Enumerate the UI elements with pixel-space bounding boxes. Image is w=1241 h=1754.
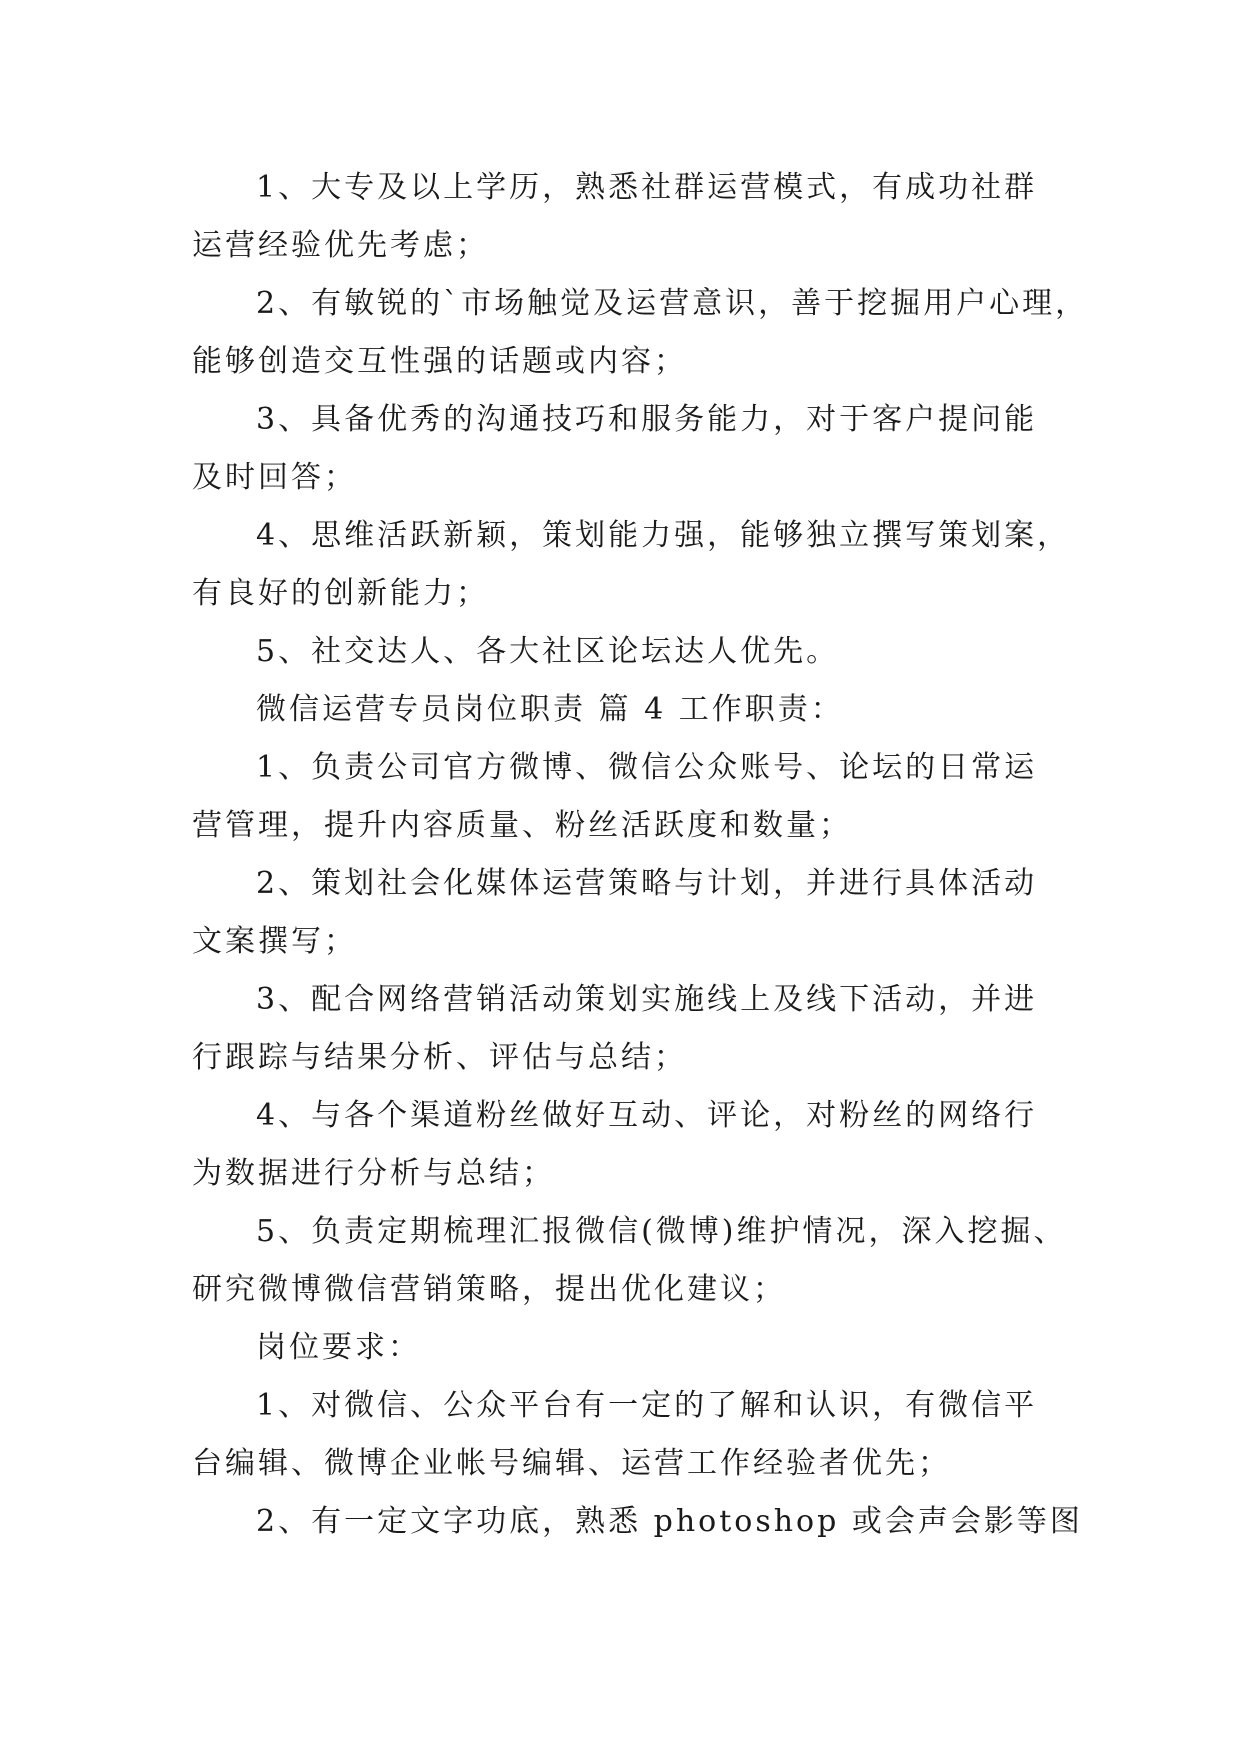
- text-line: 台编辑、微博企业帐号编辑、运营工作经验者优先；: [192, 1446, 951, 1481]
- section-heading: 微信运营专员岗位职责 篇 4 工作职责：: [256, 692, 844, 727]
- text-line: 及时回答；: [192, 460, 357, 495]
- text-line: 研究微博微信营销策略，提出优化建议；: [192, 1272, 786, 1307]
- text-line: 能够创造交互性强的话题或内容；: [192, 344, 687, 379]
- text-line: 1、负责公司官方微博、微信公众账号、论坛的日常运: [256, 750, 1038, 785]
- text-line: 为数据进行分析与总结；: [192, 1156, 555, 1191]
- text-line: 3、配合网络营销活动策划实施线上及线下活动，并进: [256, 982, 1038, 1017]
- text-line: 文案撰写；: [192, 924, 357, 959]
- text-line: 运营经验优先考虑；: [192, 228, 489, 263]
- text-line: 4、与各个渠道粉丝做好互动、评论，对粉丝的网络行: [256, 1098, 1038, 1133]
- text-line: 2、有一定文字功底，熟悉 photoshop 或会声会影等图: [256, 1504, 1083, 1539]
- text-line: 行跟踪与结果分析、评估与总结；: [192, 1040, 687, 1075]
- text-line: 营管理，提升内容质量、粉丝活跃度和数量；: [192, 808, 852, 843]
- text-line: 有良好的创新能力；: [192, 576, 489, 611]
- text-line: 4、思维活跃新颖，策划能力强，能够独立撰写策划案，: [256, 518, 1071, 553]
- text-line: 1、大专及以上学历，熟悉社群运营模式，有成功社群: [256, 170, 1038, 205]
- text-line: 2、策划社会化媒体运营策略与计划，并进行具体活动: [256, 866, 1038, 901]
- section-heading: 岗位要求：: [256, 1330, 421, 1365]
- text-line: 3、具备优秀的沟通技巧和服务能力，对于客户提问能: [256, 402, 1038, 437]
- text-line: 5、负责定期梳理汇报微信(微博)维护情况，深入挖掘、: [256, 1214, 1067, 1249]
- text-line: 5、社交达人、各大社区论坛达人优先。: [256, 634, 840, 669]
- text-line: 1、对微信、公众平台有一定的了解和认识，有微信平: [256, 1388, 1038, 1423]
- text-line: 2、有敏锐的`市场触觉及运营意识，善于挖掘用户心理，: [256, 286, 1089, 321]
